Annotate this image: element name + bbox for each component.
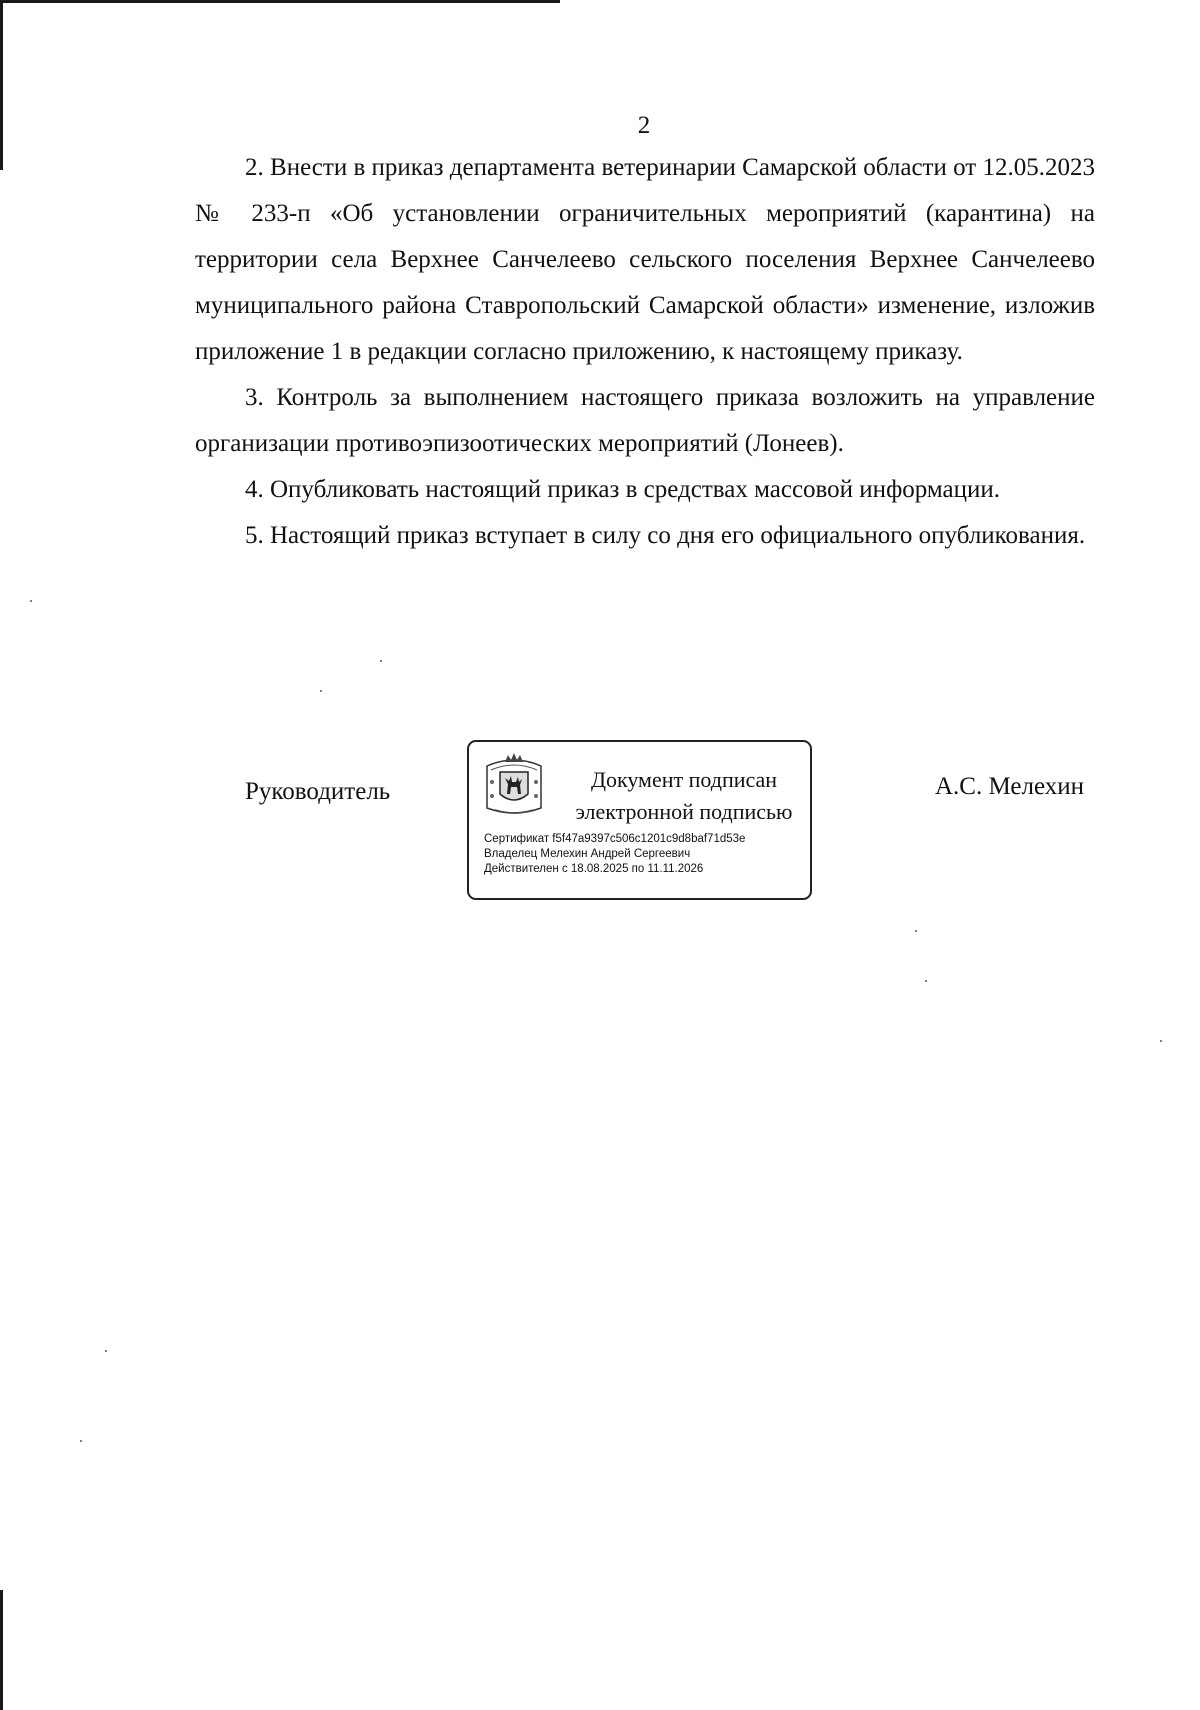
scan-speck (380, 660, 382, 662)
signer-position: Руководитель (245, 778, 391, 805)
stamp-title (564, 764, 804, 828)
signature-block (0, 740, 1200, 900)
scan-edge-top (0, 0, 560, 3)
document-body (195, 145, 1095, 559)
scan-speck (30, 600, 32, 602)
paragraph-5: 5. Настоящий приказ вступает в силу со дня его официального опубликования. (245, 522, 1086, 549)
scan-speck (1160, 1040, 1162, 1042)
coat-of-arms-icon (483, 752, 545, 818)
stamp-owner: Владелец Мелехин Андрей Сергеевич (484, 848, 691, 860)
stamp-validity: Действителен с 18.08.2025 по 11.11.2026 (484, 863, 704, 875)
scan-speck (80, 1440, 82, 1442)
scan-edge-left (0, 0, 3, 170)
page-number: 2 (637, 112, 651, 139)
paragraph-4: 4. Опубликовать настоящий приказ в средствах массовой информации. (245, 476, 1001, 503)
scan-speck (320, 690, 322, 692)
electronic-signature-stamp (467, 740, 812, 900)
stamp-details (484, 832, 745, 877)
paragraph-3: 3. Контроль за выполнением настоящего приказа возложить на управление организации противоэпизоотических мероприятий (Лонеев). (195, 384, 1095, 457)
scan-speck (925, 980, 927, 982)
scan-speck (915, 930, 917, 932)
stamp-certificate: Сертификат f5f47a9397c506c1201c9d8baf71d53e (484, 833, 746, 845)
scan-edge-left-bottom (0, 1590, 3, 1710)
stamp-title-line1: Документ подписан (590, 767, 778, 792)
signer-name: А.С. Мелехин (935, 773, 1084, 800)
scan-speck (105, 1350, 107, 1352)
stamp-title-line2: электронной подписью (575, 799, 793, 824)
paragraph-2: 2. Внести в приказ департамента ветеринарии Самарской области от 12.05.2023 № 233-п «Об установлении ограничительных мероприятий (карантина) на территории села Верхнее Санчелеево сельского поселения Верхнее Санчелеево муниципального района Ставропольский Самарской области» изменение, изложив приложение 1 в редакции согласно приложению, к настоящему приказу. (195, 154, 1095, 365)
